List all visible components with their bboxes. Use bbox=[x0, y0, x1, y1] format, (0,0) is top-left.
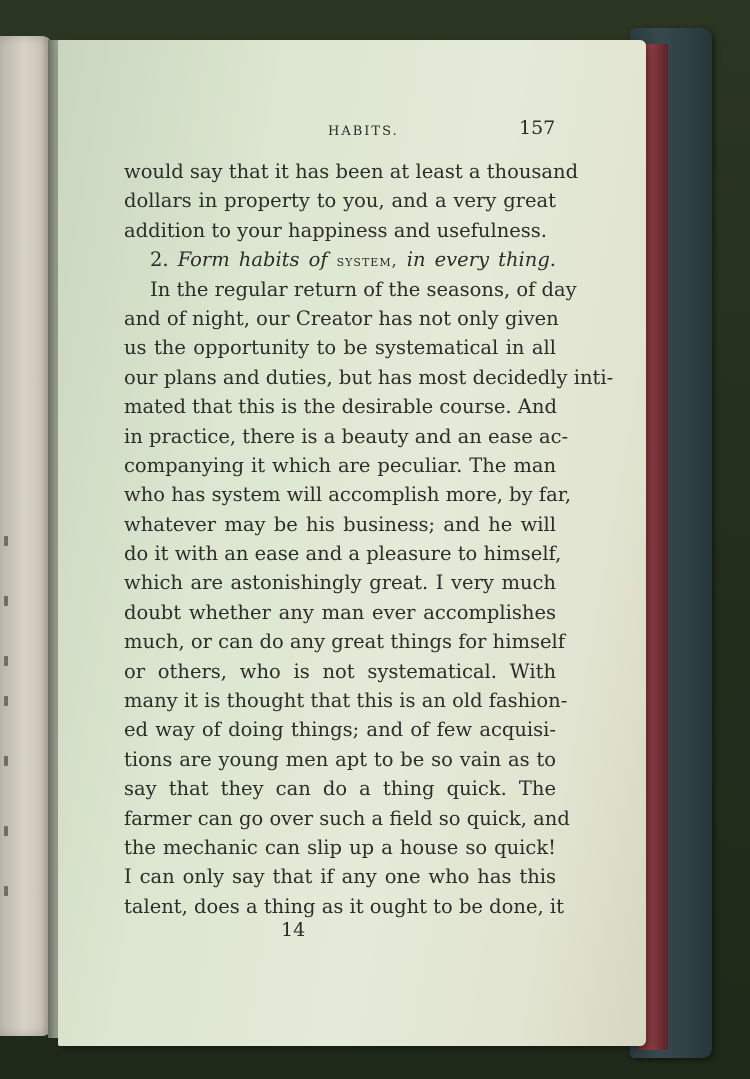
page-body bbox=[124, 157, 614, 921]
text-line: which are astonishingly great. I very much bbox=[124, 571, 556, 595]
section-heading bbox=[124, 245, 556, 274]
ink-bleed-mark bbox=[4, 756, 8, 766]
text-line: say that they can do a thing quick. The bbox=[124, 777, 556, 801]
signature-mark: 14 bbox=[281, 919, 306, 941]
ink-bleed-mark bbox=[4, 656, 8, 666]
text-line: our plans and duties, but has most decidedly inti- bbox=[124, 365, 614, 389]
text-line: the mechanic can slip up a house so quick! bbox=[124, 835, 556, 859]
text-line: farmer can go over such a field so quick, and bbox=[124, 806, 570, 830]
text-line: mated that this is the desirable course. And bbox=[124, 395, 557, 419]
text-line: ed way of doing things; and of few acquisi- bbox=[124, 718, 556, 742]
text-line: us the opportunity to be systematical in all bbox=[124, 336, 556, 360]
text-line: companying it which are peculiar. The man bbox=[124, 453, 556, 477]
text-line: talent, does a thing as it ought to be done, it bbox=[124, 894, 564, 918]
text-line: many it is thought that this is an old fashion- bbox=[124, 689, 568, 713]
text-line: I can only say that if any one who has this bbox=[124, 865, 556, 889]
text-line: In the regular return of the seasons, of day bbox=[150, 277, 577, 301]
text-line: do it with an ease and a pleasure to himself, bbox=[124, 542, 562, 566]
running-head: HABITS. bbox=[328, 124, 399, 139]
text-line: much, or can do any great things for himself bbox=[124, 630, 565, 654]
text-line: who has system will accomplish more, by far, bbox=[124, 483, 572, 507]
facing-page-edge bbox=[0, 36, 52, 1036]
text-line: tions are young men apt to be so vain as to bbox=[124, 747, 556, 771]
section-number: 2. bbox=[150, 248, 169, 272]
section-heading-part: Form habits of bbox=[177, 248, 328, 272]
text-line: whatever may be his business; and he will bbox=[124, 512, 556, 536]
ink-bleed-mark bbox=[4, 536, 8, 546]
text-line: would say that it has been at least a thousand bbox=[124, 160, 579, 183]
text-line: in practice, there is a beauty and an ease ac- bbox=[124, 424, 569, 448]
book-page bbox=[58, 40, 646, 1046]
page-header bbox=[58, 114, 558, 144]
section-heading-part: in every thing. bbox=[406, 248, 557, 272]
ink-bleed-mark bbox=[4, 696, 8, 706]
page-number: 157 bbox=[519, 117, 556, 139]
ink-bleed-mark bbox=[4, 886, 8, 896]
text-line: addition to your happiness and usefulness. bbox=[124, 218, 548, 242]
text-line: dollars in property to you, and a very great bbox=[124, 189, 556, 213]
ink-bleed-mark bbox=[4, 596, 8, 606]
section-heading-keyword: system, bbox=[336, 251, 398, 271]
text-line: or others, who is not systematical. With bbox=[124, 659, 556, 683]
ink-bleed-mark bbox=[4, 826, 8, 836]
text-line: and of night, our Creator has not only given bbox=[124, 306, 559, 330]
text-line: doubt whether any man ever accomplishes bbox=[124, 600, 556, 624]
